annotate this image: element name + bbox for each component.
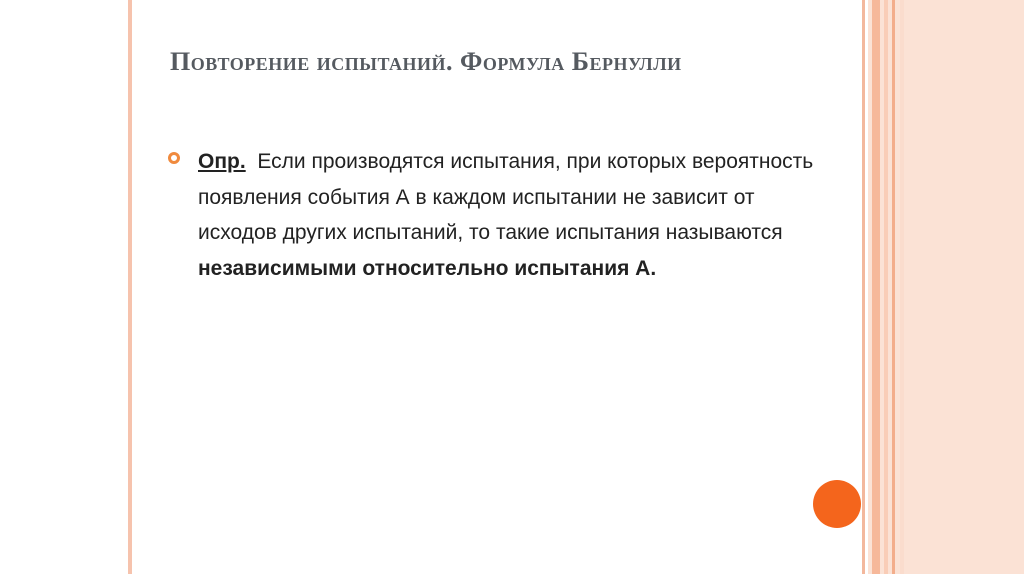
bullet-circle-icon [168,152,180,164]
definition-bold-term: независимыми относительно испытания А. [198,256,657,280]
right-decor-line [862,0,865,574]
decor-orange-circle [813,480,861,528]
definition-block [168,144,828,286]
definition-body: Если производятся испытания, при которых вероятность появления события А в каждом испытании не зависит от исходов других испытаний, то такие испытания называются [198,150,814,244]
definition-text [198,144,828,286]
left-decor-line [128,0,132,574]
definition-label: Опр. [198,150,246,173]
right-decor-stripe [884,0,888,574]
right-decor-stripe [872,0,880,574]
slide-title: Повторение испытаний. Формула Бернулли [170,47,682,76]
right-decor-stripe [892,0,895,574]
right-decor-stripe [900,0,904,574]
